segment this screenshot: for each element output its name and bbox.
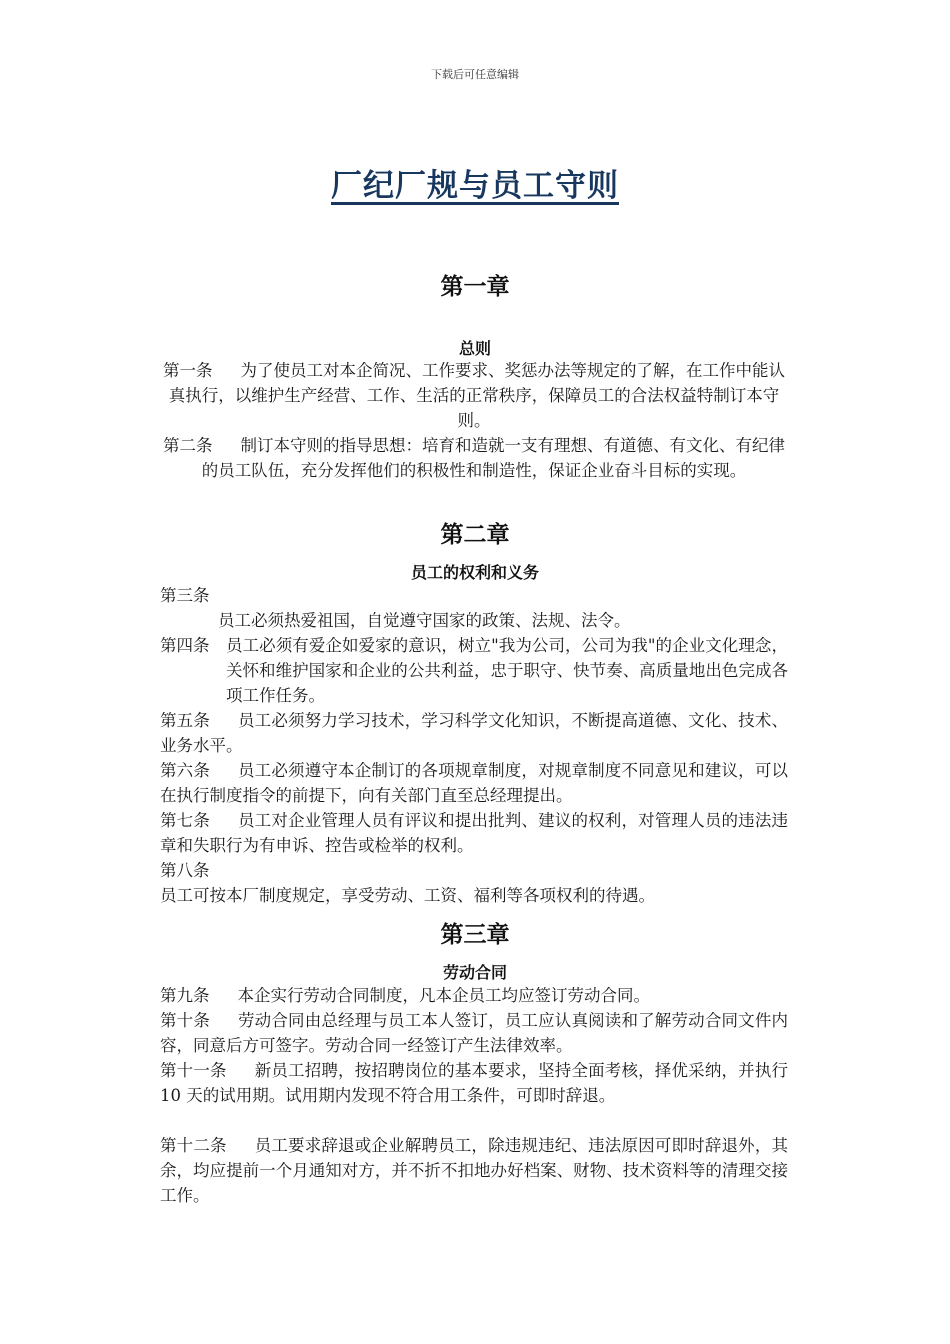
article-10-label: 第十条 (160, 1011, 211, 1030)
article-5-text: 员工必须努力学习技术，学习科学文化知识，不断提高道德、文化、技术、业务水平。 (160, 711, 789, 755)
article-8 (160, 858, 788, 883)
article-1 (163, 358, 785, 433)
article-3-label: 第三条 (160, 586, 210, 605)
article-8-label: 第八条 (160, 861, 210, 880)
article-2 (163, 433, 785, 483)
article-12-text: 员工要求辞退或企业解聘员工，除违规违纪、违法原因可即时辞退外，其余，均应提前一个月通知对方，并不折不扣地办好档案、财物、技术资料等的清理交接工作。 (160, 1136, 789, 1205)
article-3 (160, 583, 788, 608)
page-header-note: 下载后可任意编辑 (431, 68, 519, 81)
article-11 (160, 1058, 788, 1108)
article-1-text: 为了使员工对本企简况、工作要求、奖惩办法等规定的了解，在工作中能认真执行，以维护生产经营、工作、生活的正常秩序，保障员工的合法权益特制订本守则。 (168, 361, 785, 430)
article-6-label: 第六条 (160, 761, 211, 780)
article-3-text: 员工必须热爱祖国，自觉遵守国家的政策、法规、法令。 (218, 611, 631, 630)
document-title: 厂纪厂规与员工守则 (331, 168, 619, 204)
article-12-label: 第十二条 (160, 1136, 227, 1155)
article-4-text: 员工必须有爱企如爱家的意识，树立"我为公司，公司为我"的企业文化理念，关怀和维护国家和企业的公共利益，忠于职守、快节奏、高质量地出色完成各项工作任务。 (226, 636, 788, 705)
article-7-label: 第七条 (160, 811, 211, 830)
chapter-2-heading: 第二章 (440, 522, 510, 548)
article-9-label: 第九条 (160, 986, 210, 1005)
article-10 (160, 1008, 788, 1058)
article-2-label: 第二条 (163, 436, 213, 455)
article-5 (160, 708, 788, 758)
chapter-2-section-title: 员工的权利和义务 (410, 563, 539, 582)
article-6 (160, 758, 788, 808)
article-3-body (218, 608, 788, 633)
article-11-label: 第十一条 (160, 1061, 227, 1080)
article-9-text: 本企实行劳动合同制度，凡本企员工均应签订劳动合同。 (237, 986, 650, 1005)
article-12 (160, 1133, 788, 1208)
article-1-label: 第一条 (163, 361, 213, 380)
article-8-text: 员工可按本厂制度规定，享受劳动、工资、福利等各项权利的待遇。 (160, 886, 655, 905)
article-4-body (226, 633, 788, 708)
article-11-text: 新员工招聘，按招聘岗位的基本要求，坚持全面考核，择优采纳，并执行 10 天的试用期。试用期内发现不符合用工条件，可即时辞退。 (160, 1061, 789, 1105)
chapter-1-heading: 第一章 (440, 274, 510, 300)
article-5-label: 第五条 (160, 711, 211, 730)
article-7 (160, 808, 788, 858)
article-10-text: 劳动合同由总经理与员工本人签订，员工应认真阅读和了解劳动合同文件内容，同意后方可签字。劳动合同一经签订产生法律效率。 (160, 1011, 789, 1055)
chapter-3-heading: 第三章 (440, 922, 510, 948)
chapter-3-section-title: 劳动合同 (442, 963, 507, 982)
article-2-text: 制订本守则的指导思想：培育和造就一支有理想、有道德、有文化、有纪律的员工队伍，充分发挥他们的积极性和制造性，保证企业奋斗目标的实现。 (201, 436, 785, 480)
article-7-text: 员工对企业管理人员有评议和提出批判、建议的权利，对管理人员的违法违章和失职行为有申诉、控告或检举的权利。 (160, 811, 789, 855)
article-6-text: 员工必须遵守本企制订的各项规章制度，对规章制度不同意见和建议，可以在执行制度指令的前提下，向有关部门直至总经理提出。 (160, 761, 789, 805)
article-4-label: 第四条 (160, 636, 210, 655)
article-8-body (160, 883, 788, 908)
article-9 (160, 983, 788, 1008)
chapter-1-section-title: 总则 (458, 339, 491, 358)
